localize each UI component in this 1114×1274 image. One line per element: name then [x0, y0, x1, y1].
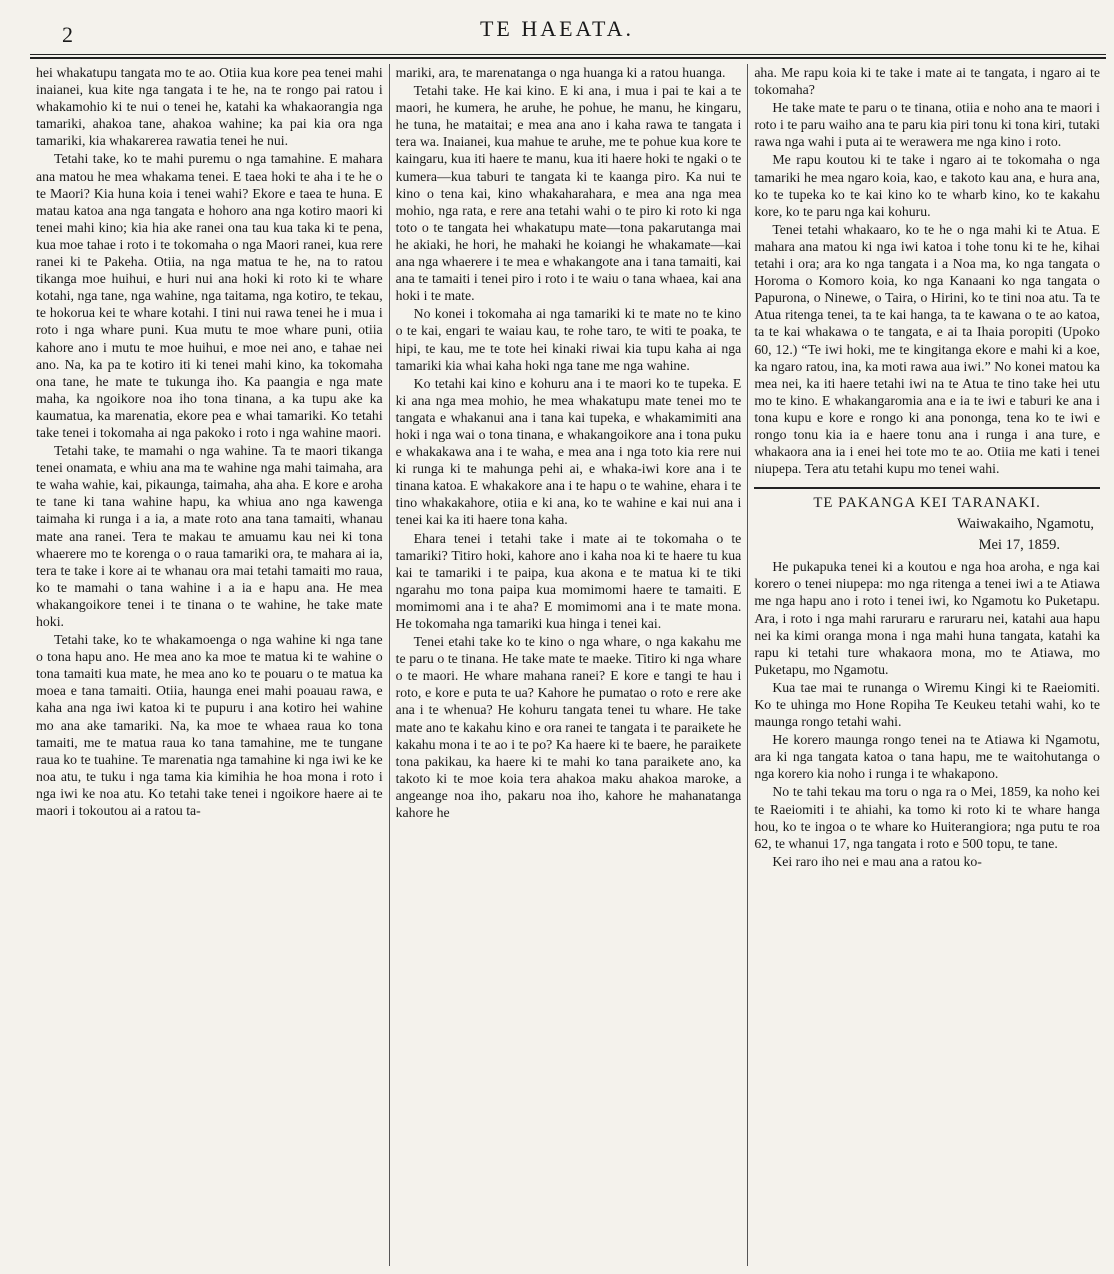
masthead [14, 0, 1100, 52]
paragraph: Me rapu koutou ki te take i ngaro ai te tokomaha o nga tamariki he mea ngaro koia, kao, e takoto kau ana, e hura ana, ko te tupeka ko te kai kino ko te wharb kino, ko te kakahu kore, ko te paru nga kai kohuru. [754, 152, 1100, 219]
column-right [747, 64, 1106, 1266]
article-heading: TE PAKANGA KEI TARANAKI. [813, 495, 1041, 512]
newspaper-title: TE HAEATA. [479, 16, 635, 41]
header-rule [30, 54, 1106, 59]
paragraph: Ehara tenei i tetahi take i mate ai te tokomaha o te tamariki? Titiro hoki, kahore ano i kaha noa ki te haere tu kua kai te tamariki i te paipa, kua akona e te matua ki te tiki ngarahu mo tona paipa kua momimomi haere te tamaiti. E momimomi ana i te aha? E momimomi ana i te mate mona. He tokomaha nga tamariki kua hinga i tenei kai. [395, 530, 742, 631]
paragraph: Kua tae mai te runanga o Wiremu Kingi ki te Raeiomiti. Ko te uhinga mo Hone Ropiha Te Keukeu tetahi wahi, ko te maunga rongo tetahi wahi. [754, 679, 1100, 730]
paragraph: No konei i tokomaha ai nga tamariki ki te mate no te kino o te kai, engari te waiau kau, te rohe taro, te witi te poaka, te hipi, te kau, me te tote hei kinaki riwai kia tupu kaha ai nga tamariki kia whai kaha hoki nga tane me nga wahine. [395, 306, 742, 373]
column-left [30, 64, 389, 1266]
column-middle [389, 64, 748, 1266]
paragraph: No te tahi tekau ma toru o nga ra o Mei, 1859, ka noho kei te Raeiomiti i te ahiahi, ka tomo ki roto ki te whare hanga hou, ko te ingoa o te whare ko Huiterangiora; nga putu te roa 62, te whanui 17, nga tangata i roto e 500 topu, te tane. [754, 784, 1100, 851]
paragraph: He take mate te paru o te tinana, otiia e noho ana te maori i roto i te paru waiho ana te paru kia piri tonu ki tona kiri, tutaki rawa nga wahi i puta ai te werawera me nga kino i roto. [754, 100, 1100, 150]
paragraph: Tetahi take, ko te mahi puremu o nga tamahine. E mahara ana matou he mea whakama tenei. E taea hoki te aha i te he o te Maori? Kia huna koia i tenei wahi? Ekore e taea te huna. E matau katoa ana nga tangata e hohoro ana nga kotiro maori ki tenei mahi kino; kia hia ake ranei ona tau kua taka ki te pena, kua moe tahae i roto i te tokomaha o nga Maori ranei, kua rere ranei ki te Pakeha. Otiia, na nga matua te he, na to ratou tikanga moe huihui, e huri nui ana hoki ki roto ki te whare kotahi, nga tane, nga wahine, nga taitama, nga kotiro, te tekau, te hokorua kei te whare kotahi. I tini nui rawa tenei he i mua i roto i nga whare puni. Kua mutu te moe whare puni, otiia kahore ano i mutu te moe huihui, e moe nei ano, e tahae nei ano. Na, ka pa te kotiro iti ki tenei mahi kino, ka tokomaha ona tane, he mate te tukunga iho. Ka paangia e nga mate maha, ka ngoikore noa iho tona tinana, a ka tupu ake ka kaumatua, ka marenatia, ekore pea e whai tamariki. Ko tetahi take tenei i tokomaha ai nga pakoko i roto i nga wahine maori. [36, 151, 383, 440]
page-number: 2 [62, 22, 73, 47]
paragraph: He korero maunga rongo tenei na te Atiawa ki Ngamotu, ara ki nga tangata katoa o tana hapu, me te waitohutanga o nga korero kia noho i runga i te whakapono. [754, 732, 1100, 782]
paragraph: Tetahi take, ko te whakamoenga o nga wahine ki nga tane o tona hapu ano. He mea ano ka moe te matua ki te wahine o tona tamaiti kua mate, he mea ano ko te pouaru o te matua ka moea e tana tamaiti. Otiia, haunga enei mahi poauau rawa, e kaha ana nga iwi katoa ki te pupuru i ana kotiro hei wahine mo ana ake tamariki. Na, ka moe te whaea raua ko tona tamaiti, me te matua raua ko tana tamahine, me te tungane raua ko te tuahine. Te marenatia nga tamahine ki nga iwi ke ke noa atu, te tuku i nga tama kia kimihia he hoa mona i roto i nga iwi ke noa atu. Ko tetahi take tenei i ngoikore haere ai te maori i tokoutou ai a ratou ta- [36, 632, 383, 819]
paragraph: Ko tetahi kai kino e kohuru ana i te maori ko te tupeka. E ki ana nga mea mohio, he mea whakatupu mate tenei mo te tangata e whakanui ana i tana kai tupeka, e whakamimiti ana hoki i nga wai o tona tinana, e whakangoikore ana i tona puku e whakakawa ana i te waha, e mea ana i nga toto kia rere nui ki runga ki te mahunga pehi ai, e whaka-iwi kore ana i te tinana katoa. E whakakore ana i te hapu o te wahine, ehara i te tino whakakahore, otiia e ki ana, ko te wahine e kai nui ana i tenei kai ka iti haere tona kaha. [395, 375, 742, 528]
dateline-place: Waiwakaiho, Ngamotu, [957, 516, 1094, 533]
paragraph: Kei raro iho nei e mau ana a ratou ko- [772, 853, 982, 869]
section-divider [754, 487, 1100, 489]
dateline-date: Mei 17, 1859. [978, 537, 1060, 554]
paragraph: Tetahi take. He kai kino. E ki ana, i mua i pai te kai a te maori, he kumera, he aruhe, he pohue, he manu, he kingaru, he tuna, he mataitai; e mea ana ano i kaha rawa te tangata i tera wa. Inaianei, kua mahue te aruhe, me te pohue kua kore te kaingaru, kua iti haere te manu, kua iti haere hoki te ngaki o te kumera—kua taburi te tangata ki te kaanga piro. Ka nui te kino o tena kai, kino whakaharahara, e mea ana nga mea mohio, nga rata, e rere ana tetahi wahi o te piro ki roto ki nga toto o te tangata hei whakatupu mate—tona pakarutanga mai he akiaki, he hori, he mahaki he koiangi he whakamate—kai ana nga whaerere i te mea e whakangote ana i tana tamaiti, kai ana te tamaiti i tenei piro i roto i te waiu o tana whaea, kai ana hoki i te mate. [395, 83, 742, 304]
paragraph: hei whakatupu tangata mo te ao. Otiia kua kore pea tenei mahi inaianei, kua kite nga tangata i te he, na te rongo pai ratou i whakamohio ki te nui o tenei he, katahi ka whakaorangia nga tamariki, ahakoa tane, ahakoa wahine; ka pai kia ora nga tamariki, kia whakarerea rawatia tenei he nui. [36, 65, 383, 149]
paragraph: He pukapuka tenei ki a koutou e nga hoa aroha, e nga kai korero o tenei niupepa: mo nga ritenga a tenei iwi a te Atiawa me nga hapu ano i roto i tenei iwi, ko Ngamotu ko Puketapu. Ara, i roto i nga mahi raruraru e raruraru nei, katahi aua hapu nei ka kimi oranga mona i nga mahi huna tangata, katahi ka rapu ki tetahi ture whakaora mona, mo te Atiawa, mo Puketapu, mo Ngamotu. [754, 559, 1100, 677]
paragraph: Tenei tetahi whakaaro, ko te he o nga mahi ki te Atua. E mahara ana matou ki nga iwi katoa i tohe tonu ki te he, kihai tetahi i ora; ara ko nga tangata i a Noa ma, ko nga tangata o Horoma o Komoro koia, ko nga Kanaani ko nga tangata o Papurona, o Ninewe, o Taira, o Hirini, ko te tini noa atu. Ta te Atua ritenga tenei, ta te kai hanga, ta te kawana o te ao katoa, ta te kai whakawa o te tangata, e ai ta Ihaia poropiti (Upoko 60, 12.) “Te iwi hoki, me te kingitanga ekore e mahi ki a koe, ka ngaro ratou, ina, ka moti rawa aua iwi.” No konei matou ka mea nei, ka iti haere tetahi iwi na te Atua te tino take hei utu mo te kino. E whakangaromia ana e ia te iwi e taburi ke ana i tona kupu e kore e rongo ki ana ponongа, tena ko te iwi e rongo tonu kia ia e haere tonu ana i runga i ana ture, e whakaora ana ia i enei hei tote mo te ao. Otiia me kati i tenei niupepa. Tera atu tetahi kupu mo tenei wahi. [754, 221, 1100, 477]
paragraph: aha. Me rapu koia ki te take i mate ai te tangata, i ngaro ai te tokomaha? [754, 65, 1100, 98]
text-columns [30, 64, 1106, 1266]
paragraph: Tenei etahi take ko te kino o nga whare, o nga kakahu me te paru o te tinana. He take mate te maeke. Titiro ki nga whare o te maori. He whare mahana ranei? E kore e tangi te hau i roto, e kore e puta te ua? Kahore he pumatao o roto e rere ake ana i te whenua? He kohuru tangata tenei tu whare. He take mate ano te kakahu kino e ora ranei te tangata i te paraikete he kakahu mona i te ao i te po? Ka haere ki te baere, he paraikete tona pakikau, ka haere ki te mahi ko tana paraikete ano, ka takoto ki te moe koia tera ahakoa maku ahakoa maroke, a angeange noa iho, pakaru noa iho, kahore he mahanatanga kahore he [395, 634, 742, 821]
paragraph: Tetahi take, te mamahi o nga wahine. Ta te maori tikanga tenei onamata, e whiu ana ma te wahine nga mahi taimaha, ara te waha wahie, kai, pikaunga, taimaha, aha aha. E kore e aroha te tane ki tana wahine hapu, ka whiua ano nga kawenga taimaha ki runga i a ia, a mate roto ana tana tamaiti, whanau mate ana ranei. Tera te makau te amuamu kau nei ki tona whaerere mo te korenga o o raua tamariki ora, te mahara ai ia, tera te take i kore ai te whanau ora mai tetahi tamaiti mo raua, ko te mamahi o tana wahine i a ia e hapu ana. He mea whakangoikore tenei i te tinana o te wahine, he take mate hoki. [36, 443, 383, 629]
paragraph: mariki, ara, te marenatanga o nga huanga ki a ratou huanga. [395, 65, 726, 80]
